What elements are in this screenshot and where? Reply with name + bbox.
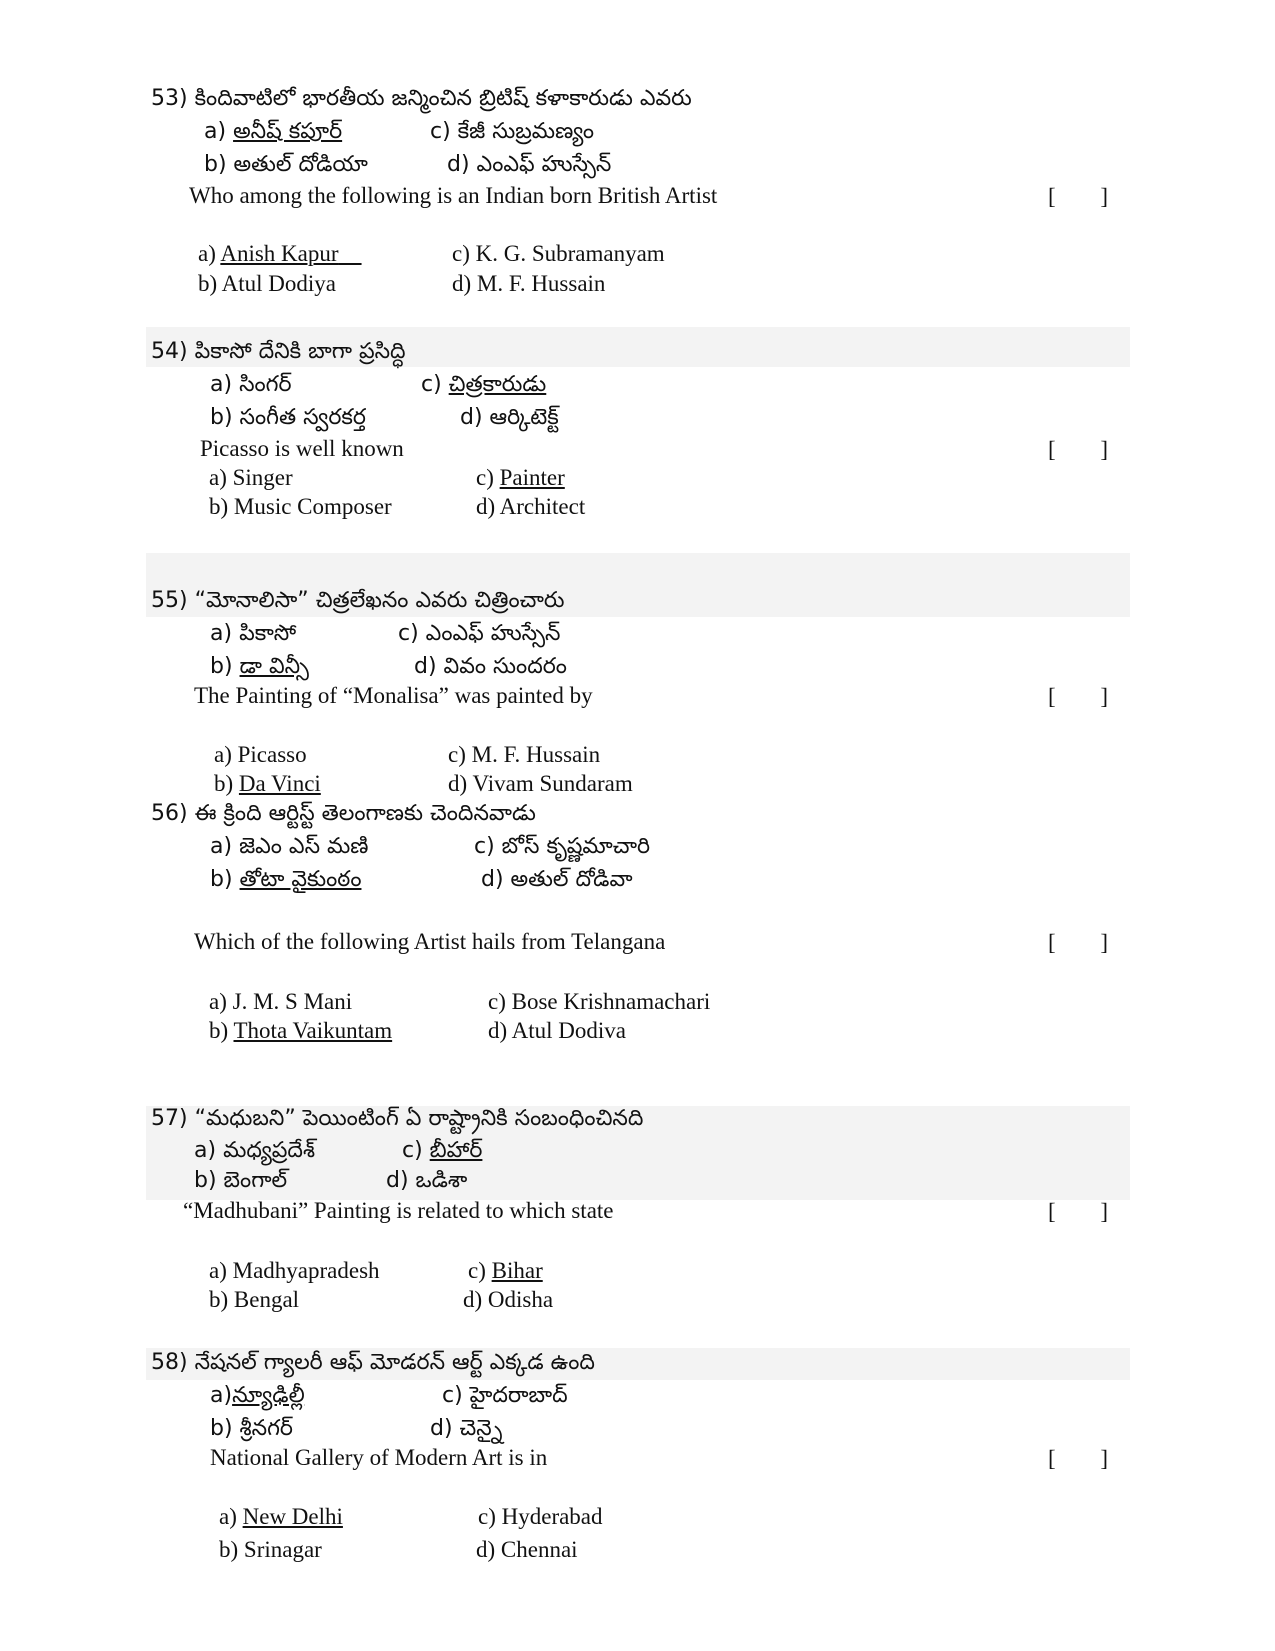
- option-text: తోటా వైకుంఠం: [239, 867, 362, 892]
- option-text: Music Composer: [233, 494, 392, 519]
- q55-en-option-d: d) Vivam Sundaram: [448, 771, 633, 796]
- q57-en-option-b: b) Bengal: [209, 1287, 300, 1312]
- q57-en-option-a: a) Madhyapradesh: [209, 1258, 380, 1283]
- q54-te-option-b: b) సంగీత స్వరకర్త: [210, 405, 366, 430]
- option-text: Singer: [232, 465, 293, 490]
- q58-answer-bracket[interactable]: [ ]: [1048, 1446, 1108, 1471]
- option-text: ఒడిశా: [415, 1168, 468, 1193]
- option-text: Srinagar: [243, 1537, 322, 1562]
- q53-telugu-question: [151, 84, 692, 114]
- question-text-telugu: కిందివాటిలో భారతీయ జన్మించిన బ్రిటిష్ కళాకారుడు ఎవరు: [194, 86, 692, 111]
- option-text: చెన్నై: [459, 1416, 503, 1441]
- question-text-telugu: నేషనల్ గ్యాలరీ ఆఫ్ మోడరన్ ఆర్ట్ ఎక్కడ ఉంది: [194, 1350, 595, 1375]
- q56-en-option-b: b) Thota Vaikuntam: [209, 1018, 393, 1043]
- q57-te-option-c: c) బీహార్: [402, 1138, 483, 1163]
- question-text-telugu: పికాసో దేనికి బాగా ప్రసిద్ధి: [194, 339, 406, 364]
- q58-en-option-c: c) Hyderabad: [478, 1504, 603, 1529]
- option-text: Madhyapradesh: [232, 1258, 380, 1283]
- q56-en-option-d: d) Atul Dodiva: [488, 1018, 626, 1043]
- option-text: పికాసో: [239, 621, 297, 646]
- q56-te-option-c: c) బోస్ కృష్ణమాచారి: [474, 834, 651, 859]
- option-text: సంగీత స్వరకర్త: [239, 405, 366, 430]
- q54-answer-bracket[interactable]: [ ]: [1048, 437, 1108, 462]
- q58-te-option-d: d) చెన్నై: [430, 1416, 503, 1441]
- q56-english-question: Which of the following Artist hails from Telangana: [194, 929, 666, 954]
- option-text: J. M. S Mani: [232, 989, 353, 1014]
- q57-telugu-question: [151, 1104, 643, 1134]
- option-text: Chennai: [500, 1537, 578, 1562]
- q53-en-option-a: a) Anish Kapur: [198, 241, 339, 266]
- option-text: ఎంఎఫ్ హుస్సేన్: [476, 152, 612, 177]
- option-text: కేజీ సుబ్రమణ్యం: [457, 119, 594, 144]
- option-text: Vivam Sundaram: [472, 771, 633, 796]
- q58-en-option-d: d) Chennai: [476, 1537, 578, 1562]
- question-number: 58): [151, 1350, 188, 1375]
- q54-te-option-a: a) సింగర్: [210, 372, 292, 397]
- q54-en-option-b: b) Music Composer: [209, 494, 392, 519]
- q57-en-option-c: c) Bihar: [468, 1258, 543, 1283]
- q58-en-option-b: b) Srinagar: [219, 1537, 322, 1562]
- q55-english-question: The Painting of “Monalisa” was painted by: [194, 683, 593, 708]
- option-text: బీహార్: [429, 1138, 483, 1163]
- q57-te-option-b: b) బెంగాల్: [194, 1168, 288, 1193]
- q57-te-option-a: a) మధ్యప్రదేశ్: [194, 1138, 316, 1163]
- option-text: Bose Krishnamachari: [511, 989, 711, 1014]
- q55-telugu-question: [151, 586, 565, 616]
- option-text: Bengal: [233, 1287, 300, 1312]
- option-text: Odisha: [487, 1287, 554, 1312]
- question-number: 56): [151, 801, 188, 826]
- q53-te-option-b: b) అతుల్ దోడియా: [204, 152, 368, 177]
- q55-te-option-c: c) ఎంఎఫ్ హుస్సేన్: [398, 621, 561, 646]
- option-text: అతుల్ దోడివా: [510, 867, 633, 892]
- option-text: Da Vinci: [238, 771, 321, 796]
- option-text: K. G. Subramanyam: [475, 241, 665, 266]
- q58-te-option-b: b) శ్రీనగర్: [210, 1416, 293, 1441]
- option-text: శ్రీనగర్: [239, 1416, 293, 1441]
- q53-answer-bracket[interactable]: [ ]: [1048, 184, 1108, 209]
- q53-en-option-c: c) K. G. Subramanyam: [452, 241, 665, 266]
- q55-te-option-a: a) పికాసో: [210, 621, 297, 646]
- q58-te-option-a: a)న్యూఢిల్లీ: [210, 1383, 305, 1408]
- q54-en-option-d: d) Architect: [476, 494, 586, 519]
- q56-telugu-question: [151, 799, 536, 829]
- q58-en-option-a: a) New Delhi: [219, 1504, 343, 1529]
- option-text: New Delhi: [242, 1504, 343, 1529]
- q54-en-option-c: c) Painter: [476, 465, 565, 490]
- question-number: 53): [151, 86, 188, 111]
- q58-english-question: National Gallery of Modern Art is in: [210, 1445, 548, 1470]
- option-text: M. F. Hussain: [476, 271, 606, 296]
- q53-english-question: Who among the following is an Indian born British Artist: [189, 183, 718, 208]
- option-text: జెఎం ఎస్ మణి: [239, 834, 369, 859]
- q55-answer-bracket[interactable]: [ ]: [1048, 684, 1108, 709]
- q55-en-option-b: b) Da Vinci: [214, 771, 321, 796]
- option-text: Atul Dodiya: [221, 271, 336, 296]
- q53-te-option-c: c) కేజీ సుబ్రమణ్యం: [430, 119, 594, 144]
- option-text: Anish Kapur: [220, 241, 339, 266]
- q55-en-option-a: a) Picasso: [214, 742, 307, 767]
- q55-te-option-b: b) డా విన్సీ: [210, 654, 309, 679]
- option-text: అతుల్ దోడియా: [233, 152, 368, 177]
- q54-te-option-d: d) ఆర్కిటెక్ట్: [460, 405, 559, 430]
- option-text: Picasso: [237, 742, 307, 767]
- option-text: బోస్ కృష్ణమాచారి: [501, 834, 651, 859]
- option-text: చిత్రకారుడు: [448, 372, 547, 397]
- q56-te-option-d: d) అతుల్ దోడివా: [481, 867, 633, 892]
- option-text: Painter: [499, 465, 565, 490]
- question-number: 54): [151, 339, 188, 364]
- question-number: 57): [151, 1106, 188, 1131]
- q58-te-option-c: c) హైదరాబాద్: [442, 1383, 568, 1408]
- option-text: సింగర్: [239, 372, 292, 397]
- option-text: Hyderabad: [501, 1504, 603, 1529]
- q55-en-option-c: c) M. F. Hussain: [448, 742, 601, 767]
- option-text: హైదరాబాద్: [469, 1383, 568, 1408]
- q56-en-option-a: a) J. M. S Mani: [209, 989, 353, 1014]
- q56-answer-bracket[interactable]: [ ]: [1048, 930, 1108, 955]
- q53-te-option-d: d) ఎంఎఫ్ హుస్సేన్: [447, 152, 612, 177]
- q58-telugu-question: [151, 1348, 595, 1378]
- option-text: అనీష్ కపూర్: [233, 119, 343, 144]
- q54-te-option-c: c) చిత్రకారుడు: [421, 372, 547, 397]
- question-text-telugu: “మధుబని” పెయింటింగ్ ఏ రాష్ట్రానికి సంబంధించినది: [194, 1106, 644, 1131]
- q57-english-question: “Madhubani” Painting is related to which state: [183, 1198, 614, 1223]
- option-text: Thota Vaikuntam: [233, 1018, 393, 1043]
- q57-answer-bracket[interactable]: [ ]: [1048, 1199, 1108, 1224]
- q53-en-option-d: d) M. F. Hussain: [452, 271, 606, 296]
- q53-te-option-a: a) అనీష్ కపూర్: [204, 119, 343, 144]
- question-text-telugu: “మోనాలిసా” చిత్రలేఖనం ఎవరు చిత్రించారు: [194, 588, 565, 613]
- option-text: న్యూఢిల్లీ: [232, 1383, 305, 1408]
- q56-en-option-c: c) Bose Krishnamachari: [488, 989, 711, 1014]
- option-text: Bihar: [491, 1258, 543, 1283]
- option-text: ఆర్కిటెక్ట్: [489, 405, 559, 430]
- q57-en-option-d: d) Odisha: [463, 1287, 554, 1312]
- q54-telugu-question: [151, 337, 406, 367]
- option-text: Atul Dodiva: [511, 1018, 626, 1043]
- option-text: డా విన్సీ: [239, 654, 309, 679]
- question-text-telugu: ఈ క్రింది ఆర్టిస్ట్ తెలంగాణకు చెందినవాడు: [194, 801, 536, 826]
- option-text: బెంగాల్: [223, 1168, 288, 1193]
- option-text: వివం సుందరం: [443, 654, 567, 679]
- option-text: M. F. Hussain: [471, 742, 601, 767]
- q53-en-option-b: b) Atul Dodiya: [198, 271, 336, 296]
- option-text: ఎంఎఫ్ హుస్సేన్: [425, 621, 561, 646]
- q54-english-question: Picasso is well known: [200, 436, 404, 461]
- q57-te-option-d: d) ఒడిశా: [386, 1168, 468, 1193]
- q55-te-option-d: d) వివం సుందరం: [414, 654, 567, 679]
- q56-te-option-b: b) తోటా వైకుంఠం: [210, 867, 362, 892]
- option-text: మధ్యప్రదేశ్: [223, 1138, 316, 1163]
- q56-te-option-a: a) జెఎం ఎస్ మణి: [210, 834, 369, 859]
- q54-en-option-a: a) Singer: [209, 465, 293, 490]
- question-number: 55): [151, 588, 188, 613]
- option-text: Architect: [499, 494, 586, 519]
